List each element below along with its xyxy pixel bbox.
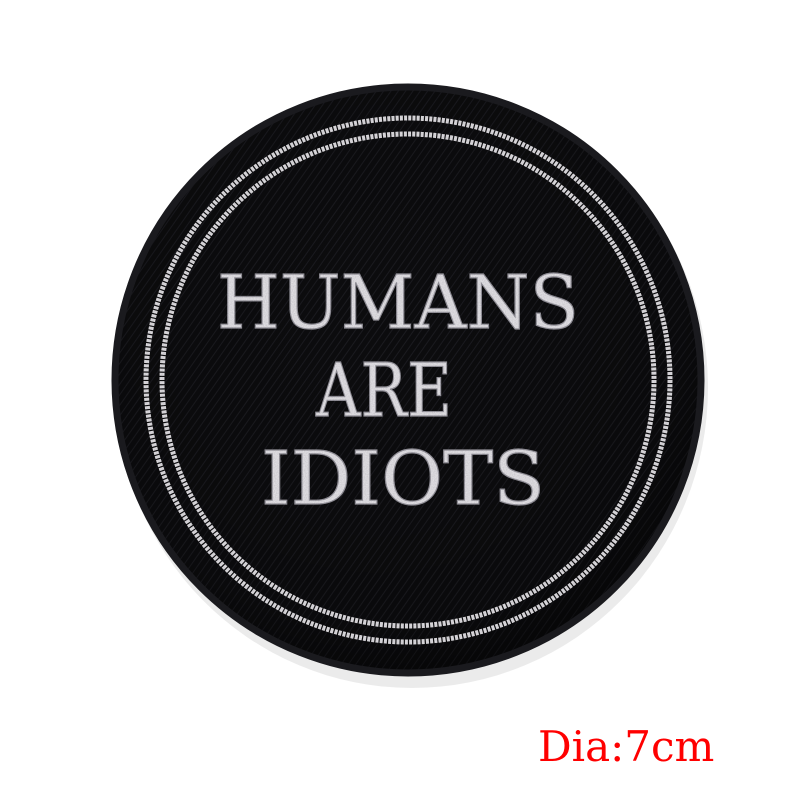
diameter-caption: Dia:7cm <box>538 722 715 771</box>
patch-text-line-2: ARE <box>315 348 452 434</box>
patch-text-line-1: HUMANS <box>217 260 579 346</box>
patch-text-line-3: IDIOTS <box>261 436 545 522</box>
